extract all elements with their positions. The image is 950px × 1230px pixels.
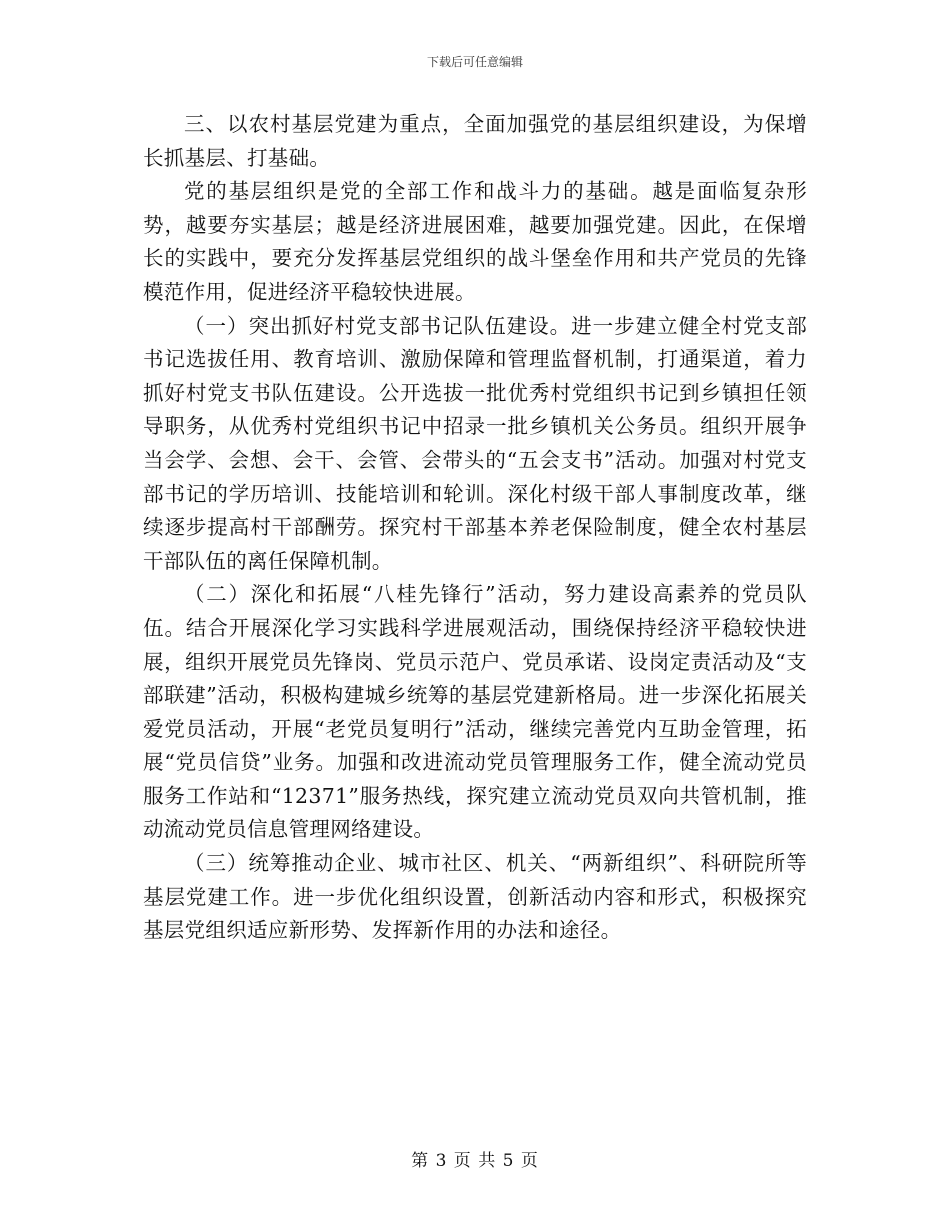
header-note: 下载后可任意编辑	[426, 55, 523, 69]
document-body	[143, 108, 807, 948]
body-paragraph: （一）突出抓好村党支部书记队伍建设。进一步建立健全村党支部书记选拔任用、教育培训、激励保障和管理监督机制，打通渠道，着力抓好村党支书队伍建设。公开选拔一批优秀村党组织书记到乡镇担任领导职务，从优秀村党组织书记中招录一批乡镇机关公务员。组织开展争当会学、会想、会干、会管、会带头的“五会支书”活动。加强对村党支部书记的学历培训、技能培训和轮训。深化村级干部人事制度改革，继续逐步提高村干部酬劳。探究村干部基本养老保险制度，健全农村基层干部队伍的离任保障机制。	[143, 313, 807, 573]
body-paragraph: 党的基层组织是党的全部工作和战斗力的基础。越是面临复杂形势，越要夯实基层；越是经济进展困难，越要加强党建。因此，在保增长的实践中，要充分发挥基层党组织的战斗堡垒作用和共产党员的先锋模范作用，促进经济平稳较快进展。	[143, 179, 807, 304]
body-paragraph: （二）深化和拓展“八桂先锋行”活动，努力建设高素养的党员队伍。结合开展深化学习实践科学进展观活动，围绕保持经济平稳较快进展，组织开展党员先锋岗、党员示范户、党员承诺、设岗定责活动及“支部联建”活动，积极构建城乡统筹的基层党建新格局。进一步深化拓展关爱党员活动，开展“老党员复明行”活动，继续完善党内互助金管理，拓展“党员信贷”业务。加强和改进流动党员管理服务工作，健全流动党员服务工作站和“12371”服务热线，探究建立流动党员双向共管机制，推动流动党员信息管理网络建设。	[143, 582, 807, 842]
page-number-label: 第 3 页 共 5 页	[411, 1151, 539, 1171]
page-number	[0, 1150, 950, 1172]
section-heading-paragraph: 三、以农村基层党建为重点，全面加强党的基层组织建设，为保增长抓基层、打基础。	[143, 112, 807, 170]
body-paragraph: （三）统筹推动企业、城市社区、机关、“两新组织”、科研院所等基层党建工作。进一步优化组织设置，创新活动内容和形式，积极探究基层党组织适应新形势、发挥新作用的办法和途径。	[143, 851, 807, 943]
